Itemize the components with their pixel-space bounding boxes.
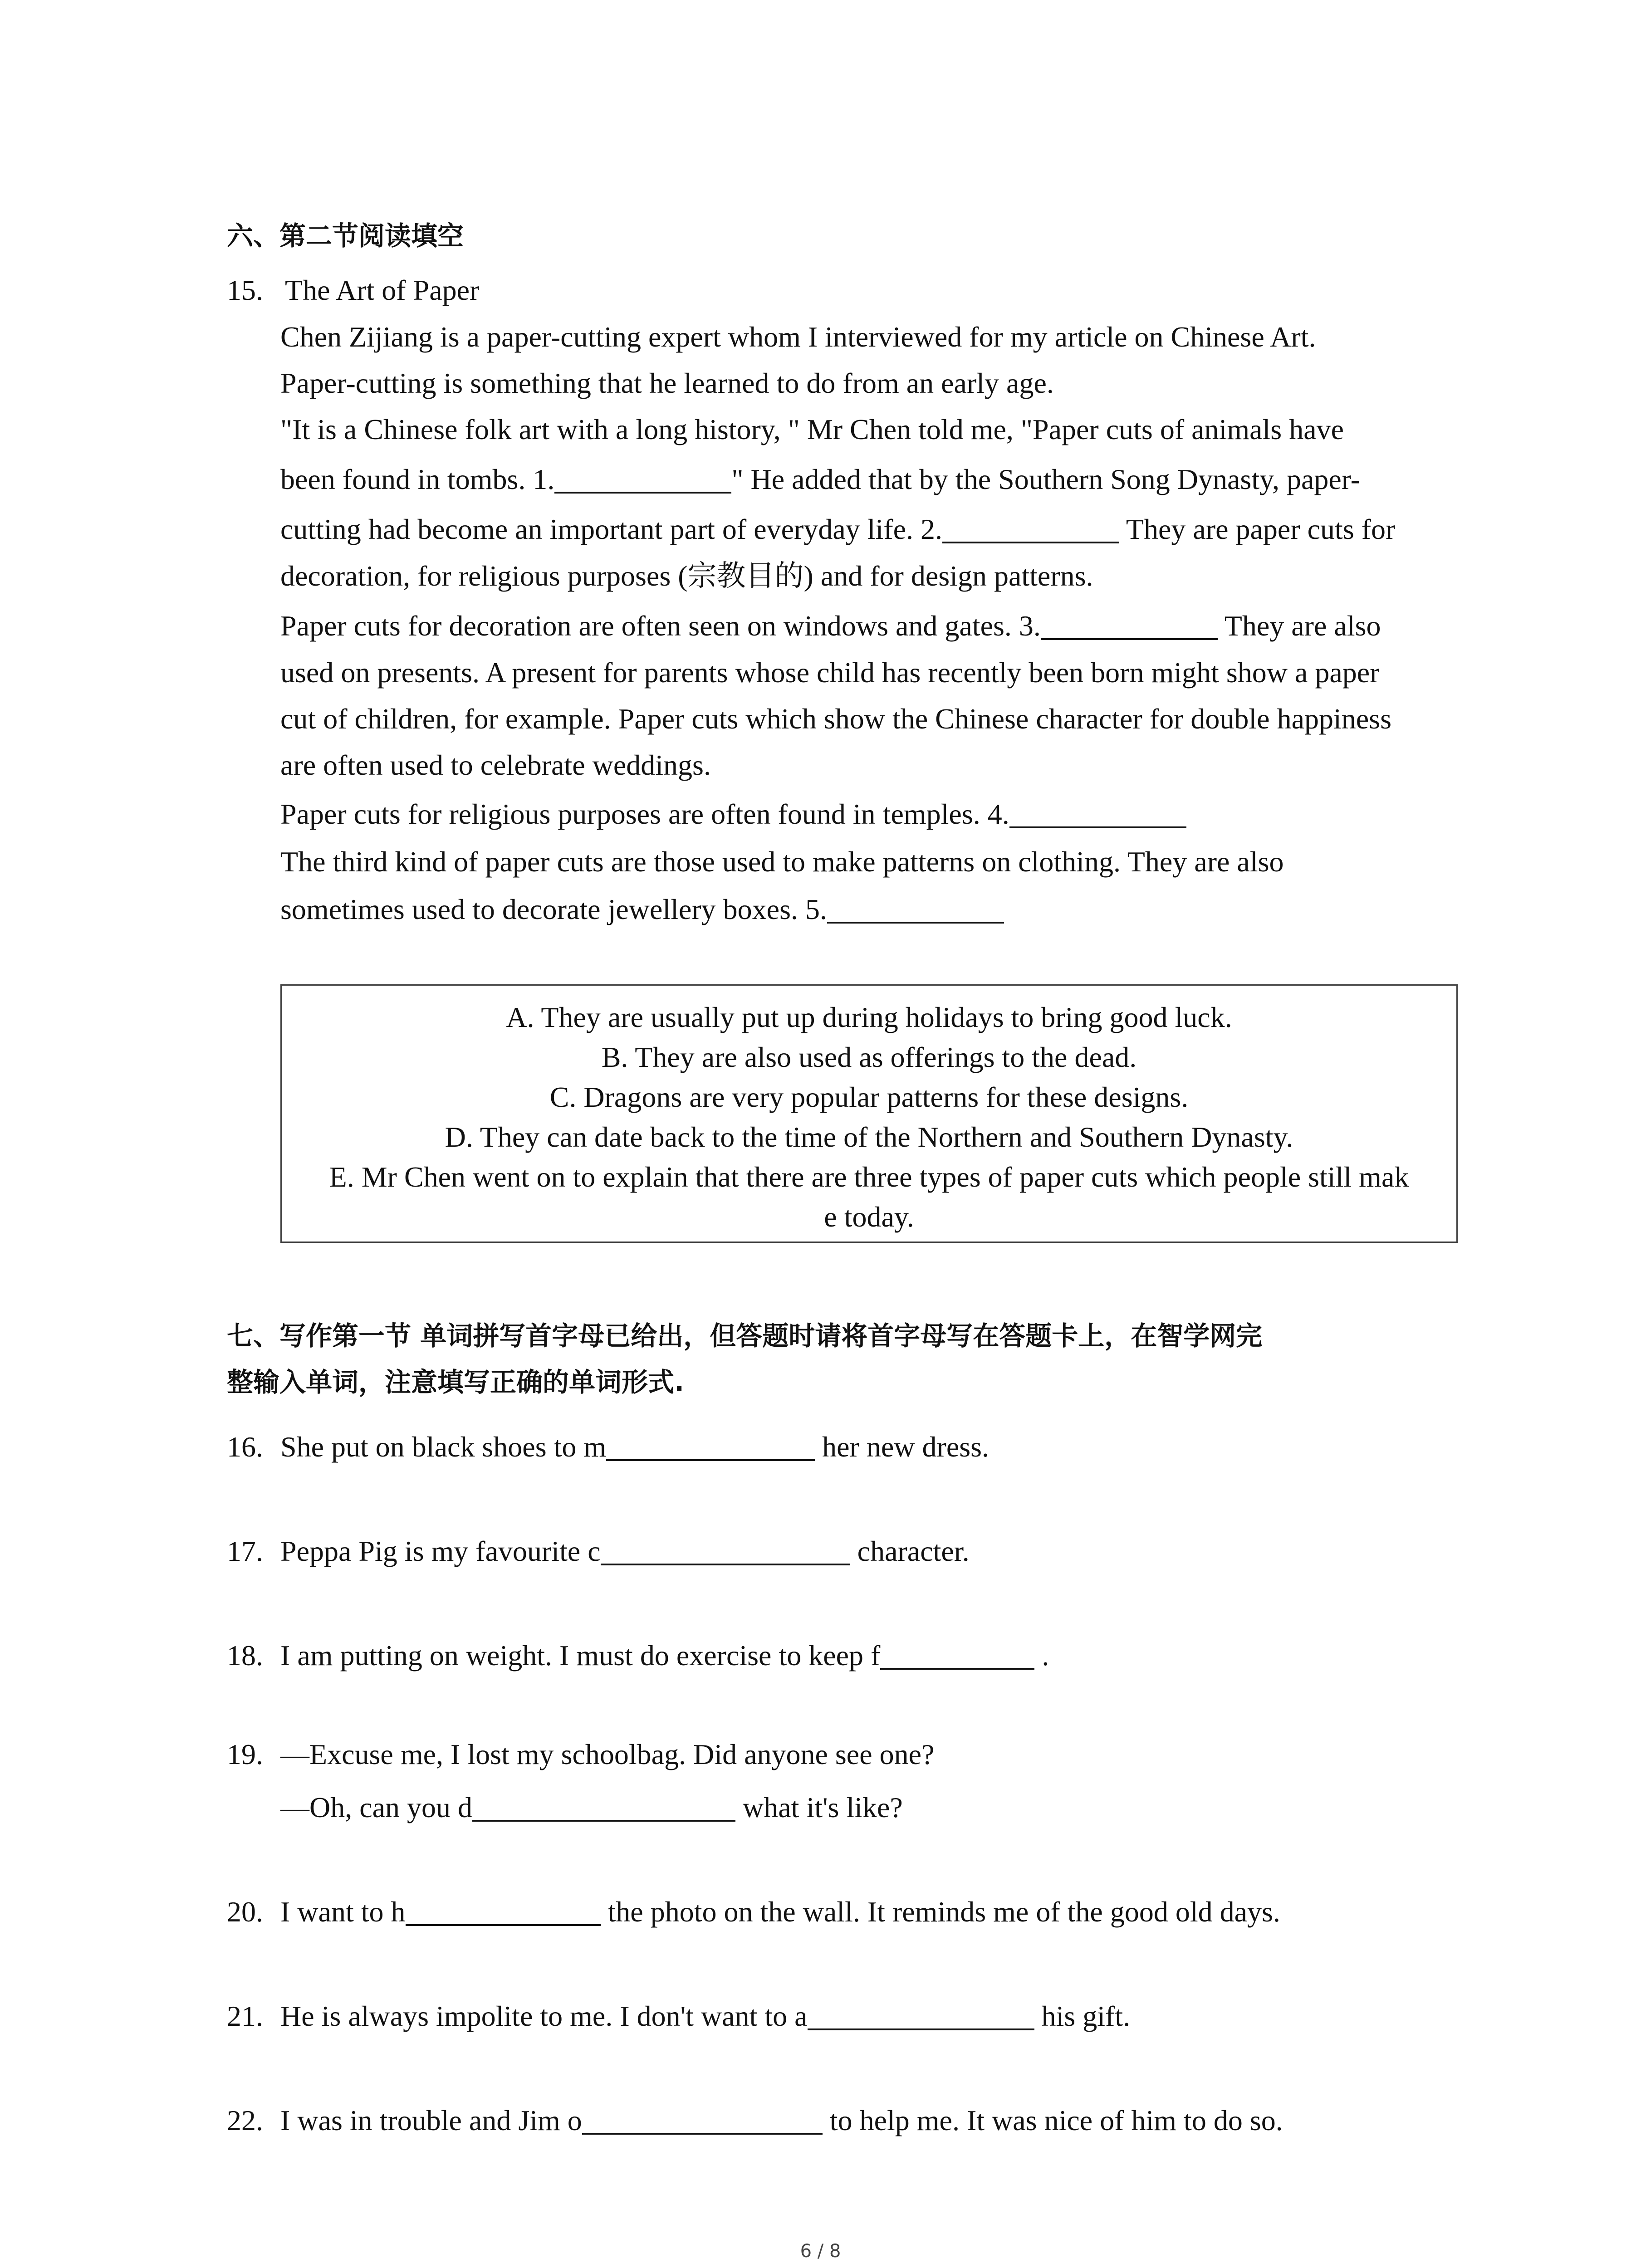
passage-text: Paper cuts for decoration are often seen on windows and gates. 3. xyxy=(280,610,1041,642)
question-text-before: He is always impolite to me. I don't want to a xyxy=(280,2000,808,2032)
dialogue-line-2 xyxy=(280,1785,903,1830)
passage-line xyxy=(280,457,1360,502)
question-text-after: her new dress. xyxy=(815,1431,989,1463)
answer-blank-17[interactable] xyxy=(601,1536,850,1565)
answer-blank-16[interactable] xyxy=(606,1432,815,1461)
answer-blank-5[interactable] xyxy=(827,894,1004,924)
passage-text: cutting had become an important part of everyday life. 2. xyxy=(280,513,943,545)
passage-line xyxy=(280,887,1004,932)
passage-line: are often used to celebrate weddings. xyxy=(280,749,711,781)
question-text-after: character. xyxy=(850,1535,970,1567)
answer-blank-19[interactable] xyxy=(472,1793,735,1822)
passage-line: "It is a Chinese folk art with a long history, " Mr Chen told me, "Paper cuts of animals have xyxy=(280,413,1344,445)
section-7-title-continued: 整输入单词，注意填写正确的单词形式. xyxy=(227,1367,685,1398)
passage-title: The Art of Paper xyxy=(285,274,480,306)
options-box xyxy=(280,984,1458,1243)
question-number: 20. xyxy=(227,1896,263,1928)
passage-text: Paper cuts for religious purposes are often found in temples. 4. xyxy=(280,798,1009,830)
question-number: 22. xyxy=(227,2104,263,2136)
option-a: A. They are usually put up during holidays to bring good luck. xyxy=(506,1001,1232,1033)
passage-line xyxy=(280,507,1395,552)
question-text-after: his gift. xyxy=(1034,2000,1131,2032)
question-text xyxy=(280,1994,1130,2039)
answer-blank-3[interactable] xyxy=(1041,611,1218,640)
passage-text: They are paper cuts for xyxy=(1119,513,1396,545)
option-b: B. They are also used as offerings to the dead. xyxy=(601,1041,1137,1073)
question-text-before: I am putting on weight. I must do exercise to keep f xyxy=(280,1639,881,1672)
section-6-title: 六、第二节阅读填空 xyxy=(227,220,464,251)
question-text xyxy=(280,1889,1280,1935)
question-text xyxy=(280,1529,970,1574)
dialogue-line-1: —Excuse me, I lost my schoolbag. Did anyone see one? xyxy=(280,1738,935,1770)
question-number: 15. xyxy=(227,274,263,306)
passage-line: Paper-cutting is something that he learned to do from an early age. xyxy=(280,367,1054,399)
question-text-before: —Oh, can you d xyxy=(280,1791,473,1823)
answer-blank-18[interactable] xyxy=(880,1641,1034,1670)
passage-line xyxy=(280,603,1381,649)
option-c: C. Dragons are very popular patterns for these designs. xyxy=(549,1081,1189,1113)
question-text-before: I was in trouble and Jim o xyxy=(280,2104,582,2136)
answer-blank-4[interactable] xyxy=(1009,799,1186,828)
passage-line: decoration, for religious purposes (宗教目的) and for design patterns. xyxy=(280,560,1093,592)
section-7-title: 七、写作第一节 单词拼写首字母已给出，但答题时请将首字母写在答题卡上，在智学网完 xyxy=(227,1320,1263,1351)
passage-text: been found in tombs. 1. xyxy=(280,463,555,495)
option-e: E. Mr Chen went on to explain that there are three types of paper cuts which people still mak xyxy=(329,1161,1409,1193)
page-number: 6 / 8 xyxy=(800,2241,841,2262)
passage-line: used on presents. A present for parents whose child has recently been born might show a paper xyxy=(280,656,1380,689)
question-number: 21. xyxy=(227,2000,263,2032)
question-text-before: I want to h xyxy=(280,1896,406,1928)
answer-blank-21[interactable] xyxy=(808,2001,1034,2030)
answer-blank-1[interactable] xyxy=(554,464,731,494)
question-text xyxy=(280,1424,989,1470)
question-text-after: . xyxy=(1034,1639,1049,1672)
question-text xyxy=(280,2098,1283,2143)
answer-blank-2[interactable] xyxy=(942,514,1119,543)
passage-text: sometimes used to decorate jewellery boxes. 5. xyxy=(280,893,827,925)
passage-line: Chen Zijiang is a paper-cutting expert whom I interviewed for my article on Chinese Art. xyxy=(280,321,1316,353)
option-e-continued: e today. xyxy=(824,1201,914,1233)
question-text-before: She put on black shoes to m xyxy=(280,1431,607,1463)
passage-line xyxy=(280,792,1186,837)
question-text xyxy=(280,1633,1049,1678)
option-d: D. They can date back to the time of the Northern and Southern Dynasty. xyxy=(445,1121,1293,1153)
passage-text: " He added that by the Southern Song Dynasty, paper- xyxy=(731,463,1361,495)
question-number: 17. xyxy=(227,1535,263,1567)
answer-blank-22[interactable] xyxy=(582,2106,823,2135)
passage-line: cut of children, for example. Paper cuts which show the Chinese character for double happiness xyxy=(280,703,1391,735)
question-text-after: to help me. It was nice of him to do so. xyxy=(822,2104,1283,2136)
passage-text: They are also xyxy=(1217,610,1381,642)
question-text-after: what it's like? xyxy=(735,1791,903,1823)
passage-line: The third kind of paper cuts are those used to make patterns on clothing. They are also xyxy=(280,846,1284,878)
question-number: 16. xyxy=(227,1431,263,1463)
question-text-before: Peppa Pig is my favourite c xyxy=(280,1535,601,1567)
answer-blank-20[interactable] xyxy=(406,1897,601,1926)
question-number: 19. xyxy=(227,1738,263,1770)
question-number: 18. xyxy=(227,1639,263,1672)
question-text-after: the photo on the wall. It reminds me of the good old days. xyxy=(600,1896,1280,1928)
